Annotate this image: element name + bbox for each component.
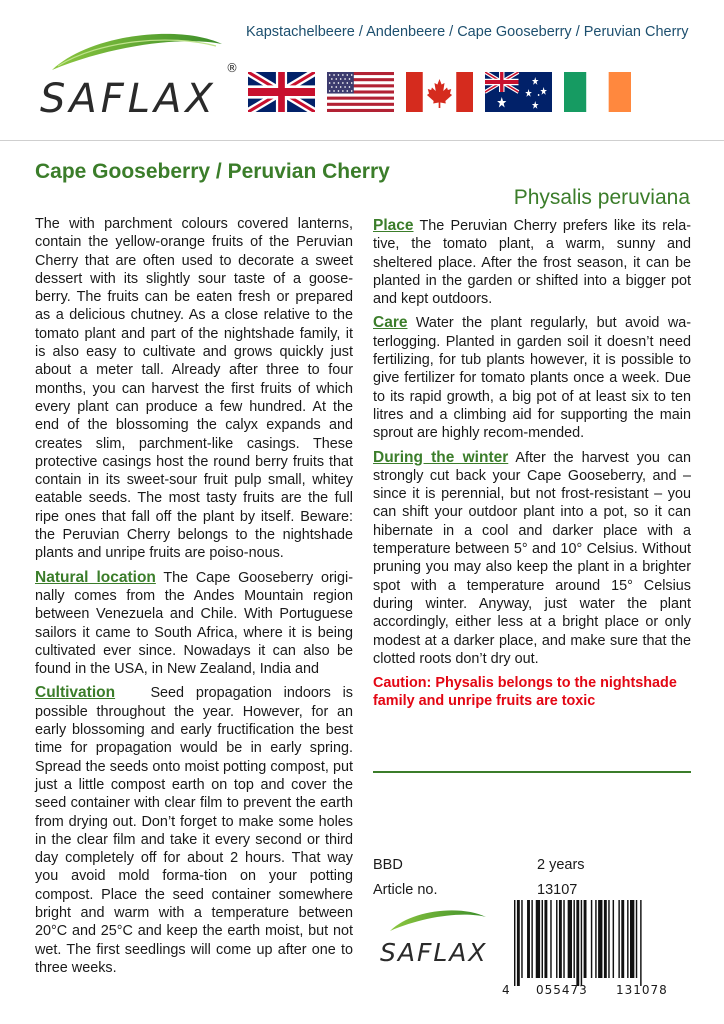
cultivation-heading: Cultivation — [35, 684, 116, 702]
barcode-bar — [591, 900, 592, 978]
barcode-bar — [531, 900, 532, 978]
barcode-bar — [636, 900, 637, 978]
barcode-bar — [604, 900, 607, 978]
header — [0, 0, 724, 140]
place-paragraph — [373, 217, 691, 308]
intro-paragraph: The with parchment colours covered lanterns, contain the yellow-orange fruits of the Peruvian Cherry that are often used to decorate a sweet dessert with its slightly sour taste of a goose-berry. The fruits can be eaten fresh or prepared as a delicious chutney. As a close relative to the tomato plant and part of the nightshade family, it is also easy to cultivate and grows quickly just about a meter tall. Already after three to four months, you can harvest the first fruits of which every plant can produce a few hundred. At the end of the blossoming the calyx expands and creates slim, parchment-like casings. These protective casings host the round berry fruits that contain in its sweet-sour fruit pulp small, whitey eatable seeds. The most tasty fruits are the full ripe ones that fall off the plant by itself. Beware: the Peruvian Cherry belongs to the nightshade plants and unripe fruits are poiso-nous. — [35, 216, 353, 562]
barcode-bar — [517, 900, 520, 986]
barcode-bar — [598, 900, 602, 978]
caution-warning: Caution: Physalis belongs to the nightshade family and unripe fruits are toxic — [373, 675, 677, 710]
article-value: 13107 — [537, 882, 578, 898]
barcode-bar — [550, 900, 551, 978]
care-paragraph — [373, 314, 691, 442]
barcode-bar — [527, 900, 530, 978]
winter-heading: During the winter — [373, 448, 509, 466]
left-column — [35, 215, 353, 983]
page-title: Cape Gooseberry / Peruvian Cherry — [35, 160, 390, 183]
natural-location-text: The Cape Gooseberry origi-nally comes from the Andes Mountain region between Venezuela and Chile. With Portuguese sailors it came to South Africa, where it is being cultivated ever since. Nowadays it can also be found in the USA, in New Zealand, India and — [35, 569, 353, 678]
barcode-bar — [581, 900, 582, 986]
barcode-bar — [640, 900, 641, 986]
usa-flag-icon — [327, 72, 394, 112]
place-heading: Place — [373, 217, 414, 234]
winter-paragraph — [373, 449, 691, 669]
barcode-bar — [576, 900, 579, 986]
barcode-bar — [568, 900, 572, 978]
barcode-digit-first: 4 — [502, 983, 510, 997]
care-heading: Care — [373, 314, 408, 332]
natural-location-heading: Natural location — [35, 568, 156, 586]
saflax-logo-small — [376, 905, 496, 975]
flag-row — [248, 72, 631, 112]
australia-flag-icon — [485, 72, 552, 112]
registered-mark: ® — [226, 61, 238, 75]
barcode-bar — [630, 900, 634, 978]
barcode-bar — [627, 900, 628, 978]
barcode-bar — [613, 900, 614, 978]
uk-flag-icon — [248, 72, 315, 112]
barcode-bar — [542, 900, 543, 978]
barcode-bar — [536, 900, 540, 978]
barcode-bar — [621, 900, 624, 978]
barcode-bar — [584, 900, 587, 978]
care-text: Water the plant regularly, but avoid wa-terlogging. Planted in garden soil it doesn’t need fertilizing, for tub plants however, it is possible to give fertilizer for tomato plants once a week. Due to its rapid growth, a big pot of at least six to ten litres and a climbing aid for supporting the main sprout are highly recom-mended. — [373, 315, 692, 442]
barcode-group-right: 131078 — [616, 983, 668, 997]
article-label: Article no. — [373, 882, 438, 898]
barcode-bar — [514, 900, 515, 986]
bbd-value: 2 years — [537, 857, 585, 873]
bbd-label: BBD — [373, 857, 403, 873]
ireland-flag-icon — [564, 72, 631, 112]
barcode-bar — [559, 900, 562, 978]
barcode-bar — [563, 900, 564, 978]
place-text: The Peruvian Cherry prefers like its rela-tive, the tomato plant, a warm, sunny and sheltered place. After the frost season, it can be planted in the garden or shifted into a bigger pot and kept outdoors. — [373, 218, 691, 308]
product-names: Kapstachelbeere / Andenbeere / Cape Gooseberry / Peruvian Cherry — [246, 24, 689, 40]
header-divider — [0, 140, 724, 141]
barcode-bar — [521, 900, 522, 978]
barcode-bars — [514, 900, 642, 986]
latin-name: Physalis peruviana — [513, 186, 690, 209]
right-column — [373, 217, 691, 717]
section-rule — [373, 771, 691, 773]
barcode-bar — [608, 900, 609, 978]
barcode-group-left: 055473 — [536, 983, 588, 997]
natural-location-paragraph — [35, 569, 353, 679]
brand-text-small: SAFLAX — [380, 938, 488, 967]
barcode-bar — [618, 900, 619, 978]
saflax-logo — [30, 26, 240, 122]
barcode — [500, 898, 692, 998]
canada-flag-icon — [406, 72, 473, 112]
barcode-bar — [573, 900, 574, 978]
barcode-bar — [556, 900, 557, 978]
barcode-bar — [595, 900, 596, 978]
cultivation-text: Seed propagation indoors is possible throughout the year. However, for an early blossoming and early fructification the best time for propagation would be in early spring. Spread the seeds onto moist potting compost, put just a little compost earth on top and cover the seed container with clear film to prevent the earth from drying out. Don’t forget to make some holes in the clear film and take it every second or third day completely off for about 2 hours. That way you avoid mold forma-tion on your potting compost. Place the seed container somewhere bright and warm with a temperature between 20°C and 25°C and keep the earth moist, but not wet. The first seedlings will come up after one to three weeks. — [35, 685, 353, 976]
barcode-bar — [544, 900, 547, 978]
winter-text: After the harvest you can strongly cut back your Cape Gooseberry, and – since it is perennial, but not frost-resistant – you can shift your outdoor plant into a pot, so it can hibernate in a cool and darker place with a temperature between 5° and 10° Celsius. Without pruning you may also keep the plant in a brighter spot with a temperature around 15° Celsius during winter. Anyway, just water the plant accordingly, either less at a bright place or only modest at a darker place, and make sure that the clotted roots don’t dry out. — [373, 449, 691, 667]
brand-text: SAFLAX — [40, 76, 217, 122]
cultivation-paragraph — [35, 684, 353, 977]
